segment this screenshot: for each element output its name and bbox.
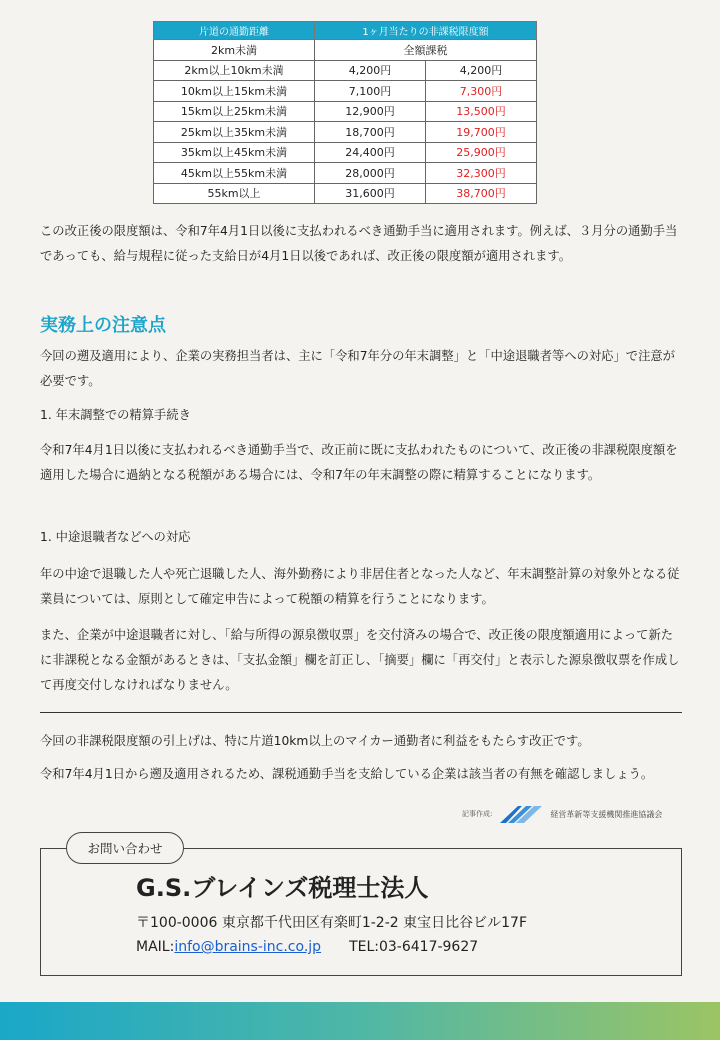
table-row: [154, 101, 537, 122]
table-row: [154, 183, 537, 204]
old-limit-cell: 28,000円: [315, 163, 426, 184]
old-limit-cell: 18,700円: [315, 122, 426, 143]
table-row: [154, 142, 537, 163]
table-row: [154, 122, 537, 143]
divider: [40, 712, 682, 713]
mail-label: MAIL:: [136, 939, 175, 955]
distance-cell: 45km以上55km未満: [154, 163, 315, 184]
item1-title: 1. 年末調整での精算手続き: [40, 408, 191, 422]
table-row: [154, 60, 537, 81]
credit-org: 経営革新等支援機関推進協議会: [550, 809, 663, 819]
header-distance: 片道の通勤距離: [154, 22, 315, 40]
section-lead: 今回の遡及適用により、企業の実務担当者は、主に「令和7年分の年末調整」と「中途退職者等への対応」で注意が必要です。: [40, 349, 675, 388]
distance-cell: 35km以上45km未満: [154, 142, 315, 163]
new-limit-cell: 32,300円: [426, 163, 537, 184]
distance-cell: 25km以上35km未満: [154, 122, 315, 143]
old-limit-cell: 24,400円: [315, 142, 426, 163]
item2-body-1: 年の中途で退職した人や死亡退職した人、海外勤務により非居住者となった人など、年末調整計算の対象外となる従業員については、原則として確定申告によって税額の精算を行うことになります。: [40, 567, 680, 606]
item2-title: 1. 中途退職者などへの対応: [40, 530, 191, 544]
distance-cell: 2km未満: [154, 40, 315, 61]
distance-cell: 55km以上: [154, 183, 315, 204]
new-limit-cell: 4,200円: [426, 60, 537, 81]
table-body: [154, 40, 537, 204]
firm-name: G.S.ブレインズ税理士法人: [136, 874, 429, 902]
allowance-table: [153, 21, 537, 204]
merged-cell: 全額課税: [315, 40, 537, 61]
credit-label: 記事作成:: [462, 810, 493, 818]
firm-address: 〒100-0006 東京都千代田区有楽町1-2-2 東宝日比谷ビル17F: [136, 915, 527, 931]
tel-number: TEL:03-6417-9627: [349, 939, 479, 955]
distance-cell: 15km以上25km未満: [154, 101, 315, 122]
new-limit-cell: 7,300円: [426, 81, 537, 102]
summary-2: 令和7年4月1日から遡及適用されるため、課税通勤手当を支給している企業は該当者の有無を確認しましょう。: [40, 767, 654, 781]
intro-paragraph: この改正後の限度額は、令和7年4月1日以後に支払われるべき通勤手当に適用されます。例えば、３月分の通勤手当であっても、給与規程に従った支給日が4月1日以後であれば、改正後の限度額が適用されます。: [40, 224, 678, 263]
summary-1: 今回の非課税限度額の引上げは、特に片道10km以上のマイカー通勤者に利益をもたらす改正です。: [40, 734, 590, 748]
table-row: [154, 40, 537, 61]
mail-link[interactable]: info@brains-inc.co.jp: [174, 939, 322, 955]
old-limit-cell: 4,200円: [315, 60, 426, 81]
table-row: [154, 81, 537, 102]
old-limit-cell: 7,100円: [315, 81, 426, 102]
allowance-table-container: [153, 21, 537, 204]
item2-body-2: また、企業が中途退職者に対し、「給与所得の源泉徴収票」を交付済みの場合で、改正後の限度額適用によって新たに非課税となる金額があるときは、「支払金額」欄を訂正し、「摘要」欄に「再交付」と表示した源泉徴収票を作成して再度交付しなければなりません。: [40, 628, 680, 692]
new-limit-cell: 19,700円: [426, 122, 537, 143]
section-heading: 実務上の注意点: [40, 315, 166, 336]
distance-cell: 10km以上15km未満: [154, 81, 315, 102]
footer-gradient-bar: [0, 1002, 720, 1040]
distance-cell: 2km以上10km未満: [154, 60, 315, 81]
table-row: [154, 163, 537, 184]
new-limit-cell: 13,500円: [426, 101, 537, 122]
old-limit-cell: 31,600円: [315, 183, 426, 204]
old-limit-cell: 12,900円: [315, 101, 426, 122]
wing-logo-icon: [498, 804, 544, 824]
header-limit: 1ヶ月当たりの非課税限度額: [315, 22, 537, 40]
new-limit-cell: 25,900円: [426, 142, 537, 163]
article-credit: [462, 804, 662, 824]
item1-body: 令和7年4月1日以後に支払われるべき通勤手当で、改正前に既に支払われたものについて、改正後の非課税限度額を適用した場合に過納となる税額がある場合には、令和7年の年末調整の際に精算することになります。: [40, 443, 678, 482]
contact-tab: お問い合わせ: [66, 832, 184, 864]
new-limit-cell: 38,700円: [426, 183, 537, 204]
contact-row: [136, 939, 478, 955]
